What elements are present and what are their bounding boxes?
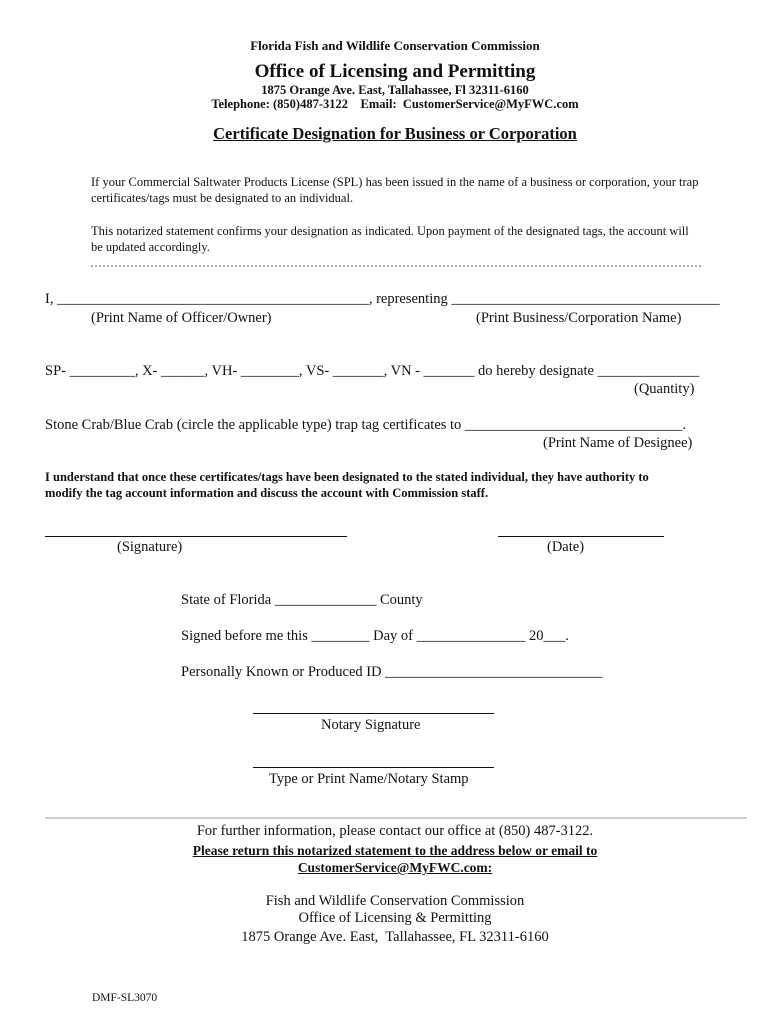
business-caption: (Print Business/Corporation Name) — [476, 310, 682, 326]
signature-line[interactable] — [45, 536, 347, 537]
date-caption: (Date) — [547, 539, 585, 555]
notary-signed-line[interactable]: Signed before me this ________ Day of _______________ 20___. — [181, 628, 569, 644]
intro-divider — [91, 265, 701, 267]
intro-paragraph-1: If your Commercial Saltwater Products License (SPL) has been issued in the name of a business or corporation, your trap certificates/tags must be designated to an individual. — [91, 175, 699, 205]
date-line[interactable] — [498, 536, 664, 537]
quantity-caption: (Quantity) — [634, 381, 695, 397]
notary-signature-caption: Notary Signature — [321, 717, 421, 733]
notary-signature-line[interactable] — [253, 713, 494, 714]
notary-stamp-line[interactable] — [253, 767, 494, 768]
footer-divider — [45, 817, 747, 819]
signature-caption: (Signature) — [117, 539, 183, 555]
return-address-line-1: Fish and Wildlife Conservation Commission — [265, 893, 525, 909]
acknowledgement-statement: I understand that once these certificates/tags have been designated to the stated individual, they have authority to modify the tag account information and discuss the account with Commission staff. — [45, 470, 649, 500]
agency-name: Florida Fish and Wildlife Conservation Commission — [250, 38, 540, 53]
designee-line[interactable]: Stone Crab/Blue Crab (circle the applicable type) trap tag certificates to ______________________________. — [45, 417, 687, 433]
officer-caption: (Print Name of Officer/Owner) — [91, 310, 272, 326]
page-title: Certificate Designation for Business or Corporation — [213, 124, 577, 143]
return-address-line-3: 1875 Orange Ave. East, Tallahassee, FL 32311-6160 — [241, 929, 549, 945]
intro-paragraph-2: This notarized statement confirms your designation as indicated. Upon payment of the designated tags, the account will be updated accordingly. — [91, 224, 689, 254]
office-title: Office of Licensing and Permitting — [254, 61, 536, 82]
footer-info: For further information, please contact our office at (850) 487-3122. — [196, 823, 594, 839]
notary-stamp-caption: Type or Print Name/Notary Stamp — [269, 771, 469, 787]
license-numbers-line[interactable]: SP- _________, X- ______, VH- ________, VS- _______, VN - _______ do hereby designate ______________ — [45, 363, 700, 379]
return-address-line-2: Office of Licensing & Permitting — [298, 910, 492, 926]
return-email[interactable]: CustomerService@MyFWC.com: — [297, 860, 493, 875]
notary-state-line[interactable]: State of Florida ______________ County — [181, 592, 423, 608]
office-contact: Telephone: (850)487-3122 Email: CustomerService@MyFWC.com — [211, 97, 579, 111]
return-instructions: Please return this notarized statement to the address below or email to — [192, 843, 598, 858]
designee-caption: (Print Name of Designee) — [543, 435, 693, 451]
officer-business-line[interactable]: I, ___________________________________________, representing _____________________________________ — [45, 291, 720, 307]
notary-id-line[interactable]: Personally Known or Produced ID ______________________________ — [181, 664, 603, 680]
office-address: 1875 Orange Ave. East, Tallahassee, Fl 32311-6160 — [261, 83, 529, 97]
form-id: DMF-SL3070 — [92, 992, 158, 1004]
